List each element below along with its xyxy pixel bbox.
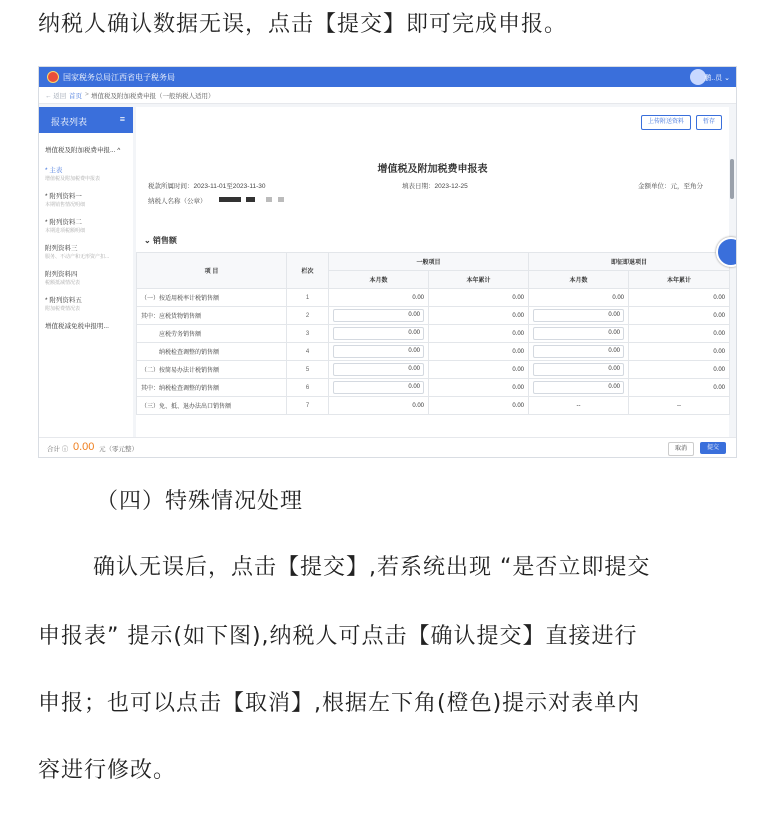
amount-input[interactable]: 0.00 — [333, 381, 424, 394]
amount-input[interactable]: 0.00 — [333, 309, 424, 322]
amount-cell: 0.00 — [629, 325, 730, 343]
col-item: 项 目 — [137, 253, 287, 289]
row-item-name: 应税劳务销售额 — [137, 325, 287, 343]
section-sales[interactable]: ⌄ 销售额 — [144, 236, 177, 245]
amount-input[interactable]: 0.00 — [533, 309, 624, 322]
amount-cell: -- — [629, 397, 730, 415]
amount-cell: 0.00 — [329, 397, 429, 415]
paragraph-line: 容进行修改。 — [38, 758, 177, 783]
amount-cell: 0.00 — [629, 379, 730, 397]
amount-cell: 0.00 — [429, 379, 529, 397]
scrollbar[interactable] — [730, 159, 734, 199]
amount-cell[interactable] — [329, 361, 429, 379]
upload-attachments-button[interactable]: 上传附送资料 — [641, 115, 691, 130]
sidebar-item-appendix-2[interactable]: * 附列资料二 本期进项税额明细 — [45, 219, 86, 234]
col-immediate: 即征即退项目 — [529, 253, 730, 271]
amount-cell: 0.00 — [429, 325, 529, 343]
footer-bar — [39, 437, 736, 458]
row-item-name: 其中：纳税检查调整的销售额 — [137, 379, 287, 397]
sales-table — [136, 252, 730, 415]
col-line: 栏次 — [287, 253, 329, 289]
amount-cell[interactable] — [529, 379, 629, 397]
row-item-name: 纳税检查调整的销售额 — [137, 343, 287, 361]
amount-cell: 0.00 — [429, 397, 529, 415]
user-menu[interactable]: 鹏..员 ⌄ — [704, 75, 730, 82]
col-general: 一般项目 — [329, 253, 529, 271]
table-row — [137, 397, 730, 415]
row-item-name: 其中：应税货物销售额 — [137, 307, 287, 325]
save-draft-button[interactable]: 暂存 — [696, 115, 722, 130]
paragraph-line: 确认无误后，点击【提交】,若系统出现 “是否立即提交 — [93, 555, 651, 580]
masked-name — [246, 197, 255, 202]
paragraph-line: 申报；也可以点击【取消】,根据左下角(橙色)提示对表单内 — [38, 691, 641, 716]
amount-cell[interactable] — [529, 325, 629, 343]
amount-cell: 0.00 — [329, 289, 429, 307]
amount-cell[interactable] — [529, 343, 629, 361]
taxpayer-name-label: 纳税人名称（公章） — [148, 198, 207, 205]
breadcrumb-separator: > — [85, 91, 89, 98]
table-row — [137, 379, 730, 397]
sidebar-header — [39, 107, 133, 133]
amount-cell[interactable] — [329, 307, 429, 325]
sidebar-item-appendix-3[interactable]: 附列资料三 服务、不动产和无形资产扣... — [45, 245, 110, 260]
form-title: 增值税及附加税费申报表 — [377, 164, 488, 175]
sidebar-title: 报表列表 — [51, 117, 88, 127]
masked-name — [219, 197, 241, 202]
amount-cell[interactable] — [329, 379, 429, 397]
breadcrumb — [39, 87, 736, 104]
row-line-number: 3 — [287, 325, 329, 343]
table-row — [137, 361, 730, 379]
report-sidebar — [39, 107, 133, 437]
amount-input[interactable]: 0.00 — [333, 363, 424, 376]
col-general-year: 本年累计 — [429, 271, 529, 289]
amount-cell: -- — [529, 397, 629, 415]
amount-cell: 0.00 — [429, 343, 529, 361]
amount-input[interactable]: 0.00 — [333, 345, 424, 358]
amount-cell: 0.00 — [629, 289, 730, 307]
masked-name — [266, 197, 272, 202]
amount-cell: 0.00 — [629, 361, 730, 379]
row-item-name: （二）按简易办法计税销售额 — [137, 361, 287, 379]
top-bar — [39, 67, 736, 87]
section-title: （四）特殊情况处理 — [96, 489, 304, 514]
table-row — [137, 343, 730, 361]
tax-app-screenshot — [38, 66, 737, 458]
cancel-button[interactable]: 取消 — [668, 442, 694, 456]
submit-button[interactable]: 提交 — [700, 442, 726, 454]
row-line-number: 2 — [287, 307, 329, 325]
table-row — [137, 325, 730, 343]
amount-cell[interactable] — [529, 361, 629, 379]
fill-date: 填表日期：2023-12-25 — [402, 183, 468, 190]
amount-input[interactable]: 0.00 — [533, 327, 624, 340]
intro-text: 纳税人确认数据无误，点击【提交】即可完成申报。 — [38, 12, 568, 37]
amount-cell: 0.00 — [429, 289, 529, 307]
back-link[interactable]: ← 返回 — [45, 93, 67, 100]
breadcrumb-current: 增值税及附加税费申报（一般纳税人适用） — [91, 93, 215, 100]
row-line-number: 7 — [287, 397, 329, 415]
col-immediate-month: 本月数 — [529, 271, 629, 289]
sidebar-item-vat-group[interactable]: 增值税及附加税费申报... ^ — [45, 147, 121, 154]
amount-input[interactable]: 0.00 — [533, 345, 624, 358]
amount-cell: 0.00 — [629, 343, 730, 361]
col-immediate-year: 本年累计 — [629, 271, 730, 289]
total-label: 合计 ⓘ — [47, 446, 69, 453]
amount-cell: 0.00 — [529, 289, 629, 307]
amount-cell: 0.00 — [629, 307, 730, 325]
row-line-number: 4 — [287, 343, 329, 361]
amount-cell[interactable] — [529, 307, 629, 325]
row-line-number: 5 — [287, 361, 329, 379]
amount-input[interactable]: 0.00 — [533, 363, 624, 376]
amount-input[interactable]: 0.00 — [533, 381, 624, 394]
main-panel — [136, 107, 729, 437]
total-value: 0.00 — [73, 441, 95, 453]
row-line-number: 1 — [287, 289, 329, 307]
col-general-month: 本月数 — [329, 271, 429, 289]
amount-cell[interactable] — [329, 325, 429, 343]
table-row — [137, 307, 730, 325]
sidebar-item-appendix-4[interactable]: 附列资料四 税额抵减情况表 — [45, 271, 81, 286]
sidebar-item-exemption[interactable]: 增值税减免税申报明... — [45, 323, 109, 330]
masked-name — [278, 197, 284, 202]
amount-input[interactable]: 0.00 — [333, 327, 424, 340]
total-unit: 元（零元整） — [99, 446, 138, 453]
amount-cell[interactable] — [329, 343, 429, 361]
amount-cell: 0.00 — [429, 361, 529, 379]
sidebar-item-main[interactable]: * 主表 增值税及附加税费申报表 — [45, 167, 101, 182]
amount-unit: 金额单位：元，至角分 — [638, 183, 703, 190]
paragraph-line: 申报表” 提示(如下图),纳税人可点击【确认提交】直接进行 — [38, 624, 638, 649]
sidebar-item-appendix-5[interactable]: * 附列资料五 附加税费情况表 — [45, 297, 82, 312]
sidebar-item-appendix-1[interactable]: * 附列资料一 本期销售情况明细 — [45, 193, 86, 208]
menu-icon[interactable]: ≡ — [119, 114, 125, 124]
row-item-name: （一）按适用税率计税销售额 — [137, 289, 287, 307]
row-line-number: 6 — [287, 379, 329, 397]
tax-emblem-icon — [47, 71, 59, 83]
breadcrumb-home[interactable]: 首页 — [69, 93, 82, 100]
site-name: 国家税务总局江西省电子税务局 — [63, 73, 175, 82]
tax-period: 税款所属时间：2023-11-01至2023-11-30 — [148, 183, 266, 190]
amount-cell: 0.00 — [429, 307, 529, 325]
row-item-name: （三）免、抵、退办法出口销售额 — [137, 397, 287, 415]
table-row — [137, 289, 730, 307]
